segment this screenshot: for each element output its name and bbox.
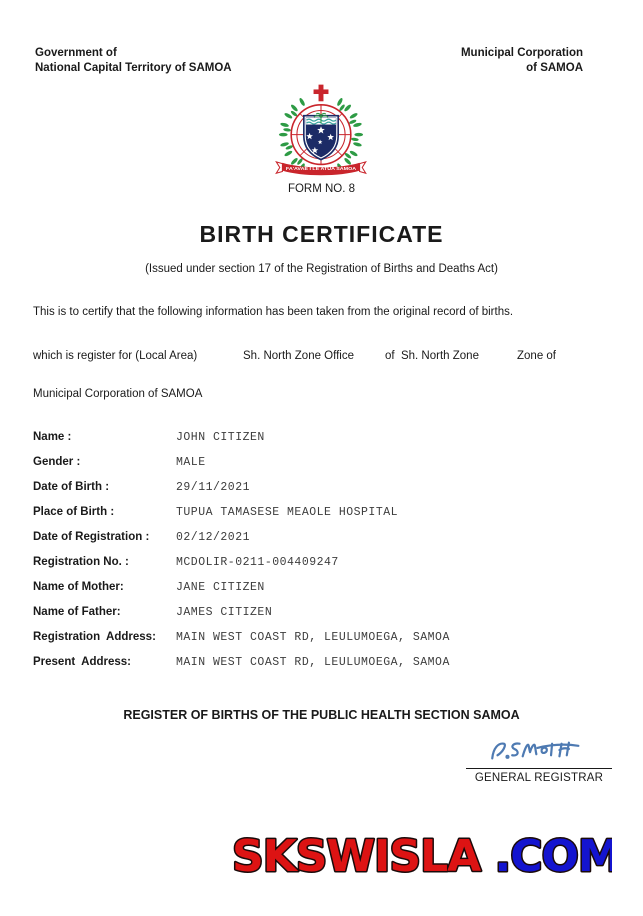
header-left xyxy=(35,46,232,76)
field-value: MALE xyxy=(176,456,206,469)
signature-line xyxy=(466,768,612,769)
field-label: Registration No. : xyxy=(33,556,129,568)
title-subtitle: (Issued under section 17 of the Registration of Births and Deaths Act) xyxy=(145,263,498,275)
field-row-registration-no xyxy=(33,556,593,581)
general-registrar-label: GENERAL REGISTRAR xyxy=(474,772,604,784)
register-line-label: which is register for (Local Area) xyxy=(33,350,198,362)
field-row-mother-name xyxy=(33,581,593,606)
field-row-date-of-birth xyxy=(33,481,593,506)
samoa-coat-of-arms-emblem xyxy=(268,82,374,182)
field-row-place-of-birth xyxy=(33,506,593,531)
field-label: Name of Father: xyxy=(33,606,121,618)
field-value: MAIN WEST COAST RD, LEULUMOEGA, SAMOA xyxy=(176,656,450,669)
field-value: MAIN WEST COAST RD, LEULUMOEGA, SAMOA xyxy=(176,631,450,644)
certificate-fields xyxy=(33,431,593,681)
field-value: JOHN CITIZEN xyxy=(176,431,265,444)
header-right-line2: of SAMOA xyxy=(526,62,583,74)
form-number: FORM NO. 8 xyxy=(287,183,356,195)
zone-value: of Sh. North Zone xyxy=(385,350,479,362)
register-area-line xyxy=(0,350,643,366)
register-of-births-heading: REGISTER OF BIRTHS OF THE PUBLIC HEALTH SECTION SAMOA xyxy=(123,708,520,722)
field-value: 29/11/2021 xyxy=(176,481,251,494)
field-label: Date of Registration : xyxy=(33,531,150,543)
field-value: 02/12/2021 xyxy=(176,531,251,544)
header-right xyxy=(461,46,583,76)
header-right-line1: Municipal Corporation xyxy=(460,47,583,59)
field-label: Date of Birth : xyxy=(33,481,110,493)
field-row-gender xyxy=(33,456,593,481)
municipal-corporation-line: Municipal Corporation of SAMOA xyxy=(33,388,203,400)
svg-text:SKSWISLA .COM xyxy=(232,831,612,882)
field-row-registration-address xyxy=(33,631,593,656)
watermark-part2: .COM xyxy=(494,831,612,882)
field-row-present-address xyxy=(33,656,593,681)
field-label: Place of Birth : xyxy=(33,506,115,518)
signature-block xyxy=(466,734,612,784)
shield xyxy=(303,113,338,160)
field-label: Name of Mother: xyxy=(33,581,124,593)
header-left-line2: National Capital Territory of SAMOA xyxy=(35,62,232,74)
field-label: Gender : xyxy=(33,456,81,468)
watermark-text-icon xyxy=(232,820,612,890)
field-row-name xyxy=(33,431,593,456)
header-left-line1: Government of xyxy=(35,47,117,59)
certify-statement: This is to certify that the following information has been taken from the original record of births. xyxy=(33,306,514,318)
registrar-signature-icon xyxy=(487,734,592,766)
page-title: BIRTH CERTIFICATE xyxy=(199,221,444,247)
zone-office-value: Sh. North Zone Office xyxy=(243,350,355,362)
field-value: JANE CITIZEN xyxy=(176,581,265,594)
field-value: JAMES CITIZEN xyxy=(176,606,273,619)
watermark xyxy=(232,820,612,890)
field-value: TUPUA TAMASESE MEAOLE HOSPITAL xyxy=(176,506,399,519)
cross-icon xyxy=(314,85,329,102)
motto-text: FA'AVAE I LE ATUA SAMOA xyxy=(285,166,358,172)
field-value: MCDOLIR-0211-004409247 xyxy=(176,556,339,569)
field-label: Name : xyxy=(33,431,72,443)
coat-of-arms-icon xyxy=(268,82,374,182)
field-label: Present Address: xyxy=(33,656,131,668)
watermark-part1: SKSWISLA xyxy=(232,831,481,882)
field-row-date-of-registration xyxy=(33,531,593,556)
field-label: Registration Address: xyxy=(33,631,156,643)
field-row-father-name xyxy=(33,606,593,631)
zone-of-label: Zone of xyxy=(517,350,556,362)
